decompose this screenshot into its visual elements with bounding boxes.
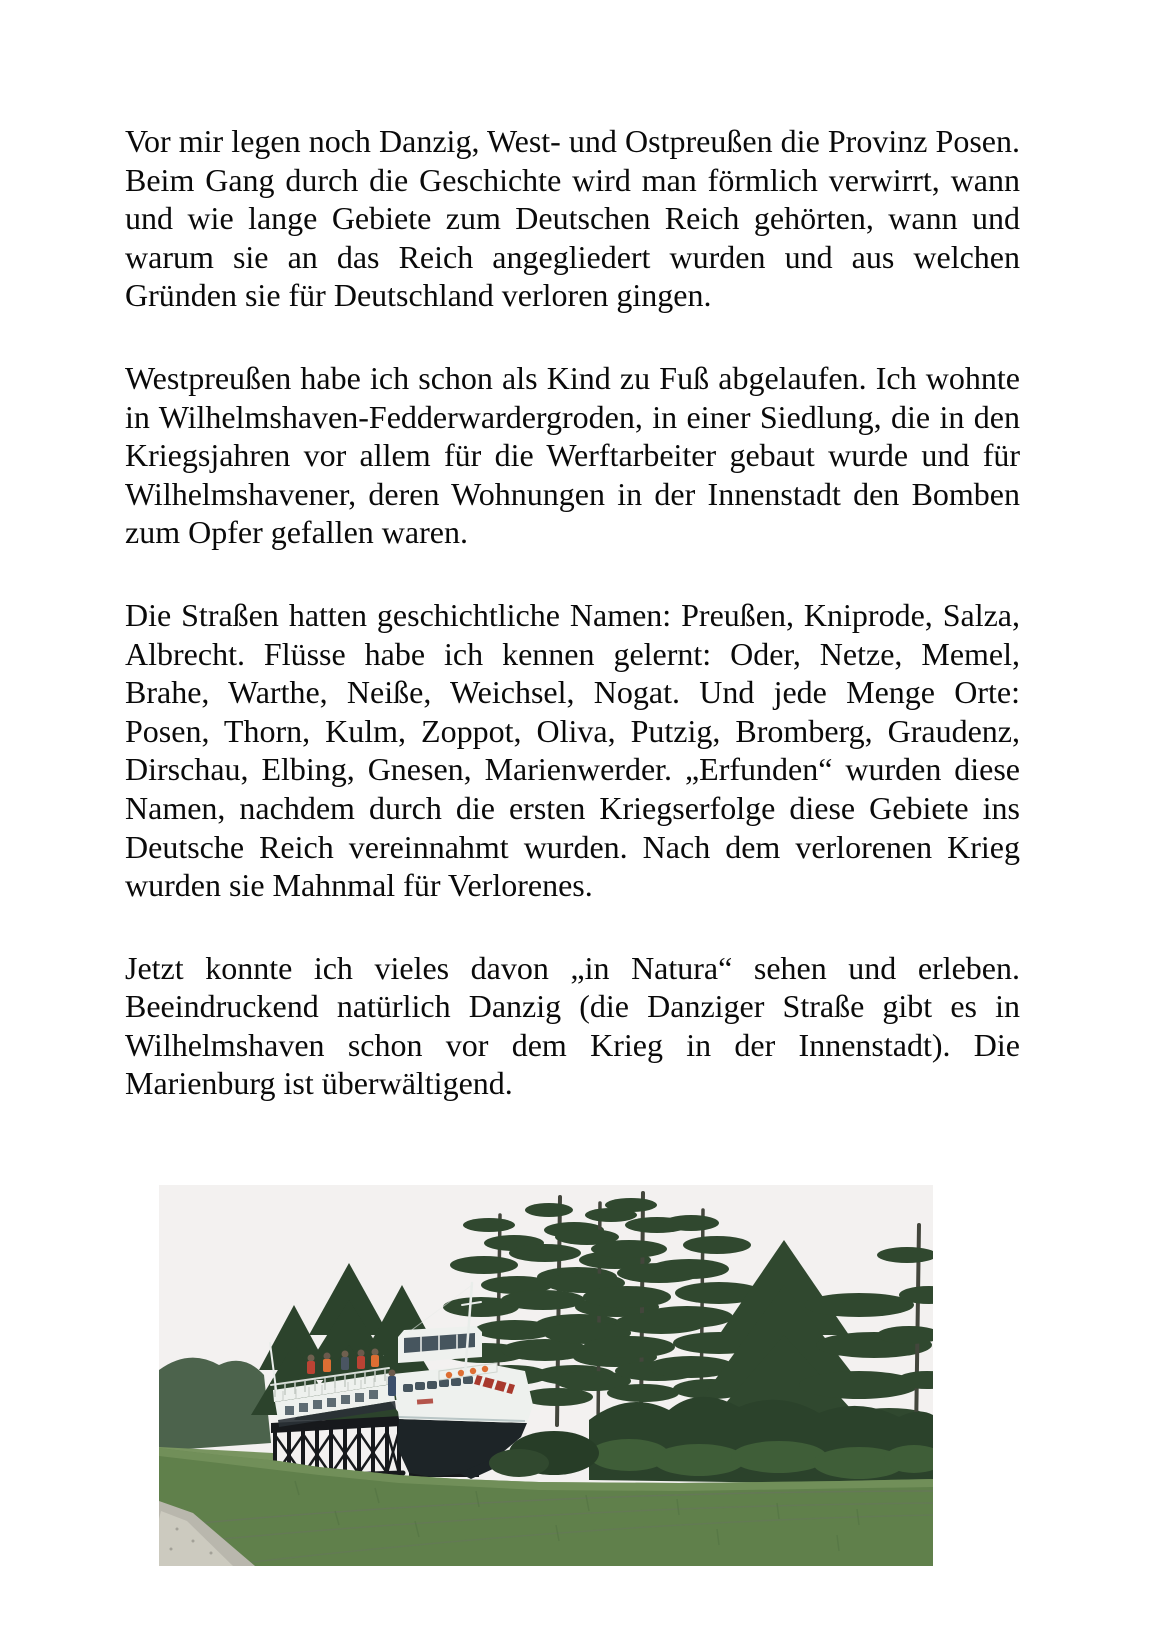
photo-ship-transport <box>159 1185 933 1566</box>
paragraph-1: Vor mir legen noch Danzig, West- und Ostpreußen die Provinz Posen. Beim Gang durch die Geschichte wird man förmlich verwirrt, wann und wie lange Gebiete zum Deutschen Reich gehörten, wann und warum sie an das Reich angegliedert wurden und aus welchen Gründen sie für Deutschland verloren gingen. <box>125 123 1020 314</box>
paragraph-4: Jetzt konnte ich vieles davon „in Natura“ sehen und erleben. Beeindruckend natürlich Danzig (die Danziger Straße gibt es in Wilhelmshaven schon vor dem Krieg in der Innenstadt). Die Marienburg ist überwältigend. <box>125 949 1020 1102</box>
passenger <box>357 1350 365 1370</box>
passenger-standing <box>388 1370 396 1397</box>
paragraph-3: Die Straßen hatten geschichtliche Namen: Preußen, Kniprode, Salza, Albrecht. Flüsse habe ich kennen gelernt: Oder, Netze, Memel, Brahe, Warthe, Neiße, Weichsel, Nogat. Und jede Menge Orte: Posen, Thorn, Kulm, Zoppot, Oliva, Putzig, Bromberg, Graudenz, Dirschau, Elbing, Gnesen, Marienwerder. „Erfunden“ wurden diese Namen, nachdem durch die ersten Kriegserfolge diese Gebiete ins Deutsche Reich vereinnahmt wurden. Nach dem verlorenen Krieg wurden sie Mahnmal für Verlorenes. <box>125 596 1020 904</box>
passenger <box>307 1355 315 1375</box>
passenger <box>371 1349 379 1368</box>
body-text <box>125 122 1020 1147</box>
paragraph-2: Westpreußen habe ich schon als Kind zu Fuß abgelaufen. Ich wohnte in Wilhelmshaven-Fedderwardergroden, in einer Siedlung, die in den Kriegsjahren vor allem für die Werftarbeiter gebaut wurde und für Wilhelmshavener, deren Wohnungen in der Innenstadt den Bomben zum Opfer gefallen waren. <box>125 359 1020 551</box>
right-bushes <box>589 1397 933 1485</box>
ship-photo-illustration <box>159 1185 933 1566</box>
passenger <box>341 1351 349 1371</box>
far-left-trees <box>159 1358 271 1451</box>
passenger <box>323 1353 331 1373</box>
